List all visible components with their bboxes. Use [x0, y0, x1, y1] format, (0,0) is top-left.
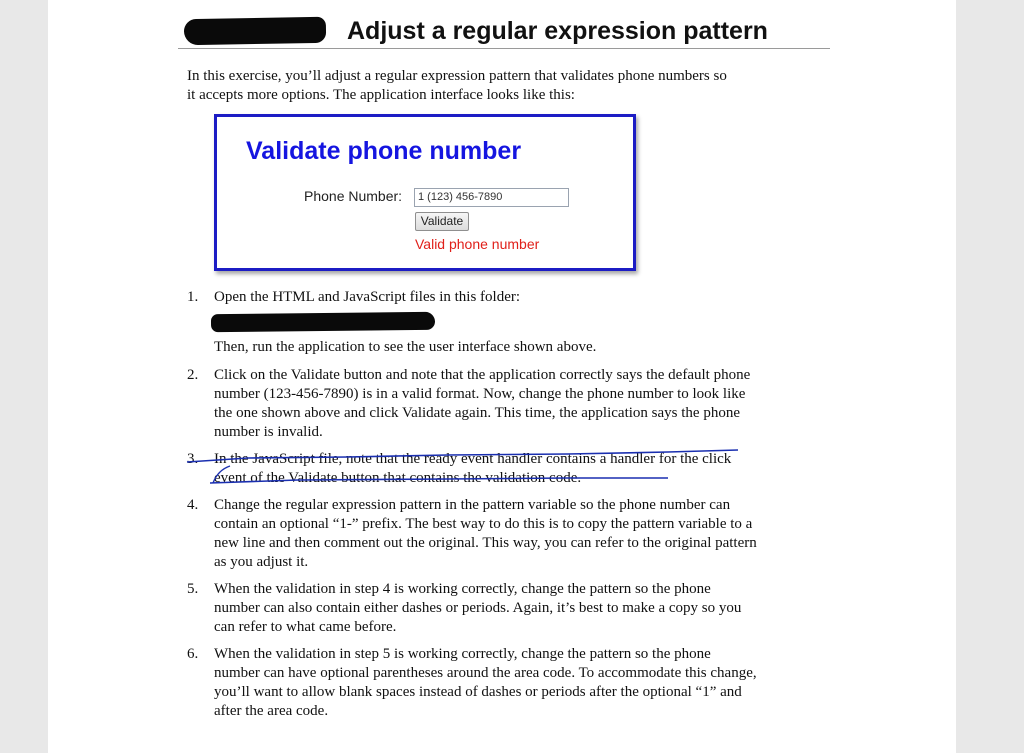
validation-result: Valid phone number	[415, 236, 540, 252]
step-text: Change the regular expression pattern in the pattern variable so the phone number can contain an optional “1-” prefix. The best way to do this is to copy the pattern variable to a new line and then comment out the original. This way, you can refer to the original pattern as you adjust it.	[214, 497, 757, 570]
step-text: Click on the Validate button and note that the application correctly says the default phone number (123-456-7890) is in a valid format. Now, change the phone number to look like the one shown above and click Validate again. This time, the application says the phone number is invalid.	[214, 367, 751, 440]
step-number: 5.	[187, 581, 199, 597]
step-number: 2.	[187, 367, 199, 383]
step-number: 3.	[187, 451, 199, 467]
document-heading	[178, 16, 830, 49]
validate-button: Validate	[415, 212, 469, 231]
phone-number-input: 1 (123) 456-7890	[414, 188, 569, 207]
step-number: 4.	[187, 497, 199, 513]
step-text: When the validation in step 4 is working correctly, change the pattern so the phone number can also contain either dashes or periods. Again, it’s best to make a copy so you can refer to what came before.	[214, 581, 742, 635]
app-heading: Validate phone number	[246, 137, 522, 165]
step-number: 1.	[187, 289, 199, 305]
step-number: 6.	[187, 646, 199, 662]
phone-number-label: Phone Number:	[304, 188, 403, 204]
app-screenshot-figure	[214, 114, 636, 271]
page-title: Adjust a regular expression pattern	[347, 17, 768, 45]
redaction-mark	[184, 17, 326, 45]
step-1-followup: Then, run the application to see the user interface shown above.	[214, 339, 597, 355]
step-text: Open the HTML and JavaScript files in this folder:	[214, 289, 521, 305]
intro-paragraph: In this exercise, you’ll adjust a regular expression pattern that validates phone numbers so it accepts more options. The application interface looks like this:	[187, 68, 727, 103]
step-text: In the JavaScript file, note that the ready event handler contains a handler for the click event of the Validate button that contains the validation code.	[214, 451, 732, 486]
step-text: When the validation in step 5 is working correctly, change the pattern so the phone number can have optional parentheses around the area code. To accommodate this change, you’ll want to allow blank spaces instead of dashes or periods after the optional “1” and after the area code.	[214, 646, 757, 719]
document-page	[48, 0, 956, 753]
redaction-mark	[211, 312, 435, 332]
